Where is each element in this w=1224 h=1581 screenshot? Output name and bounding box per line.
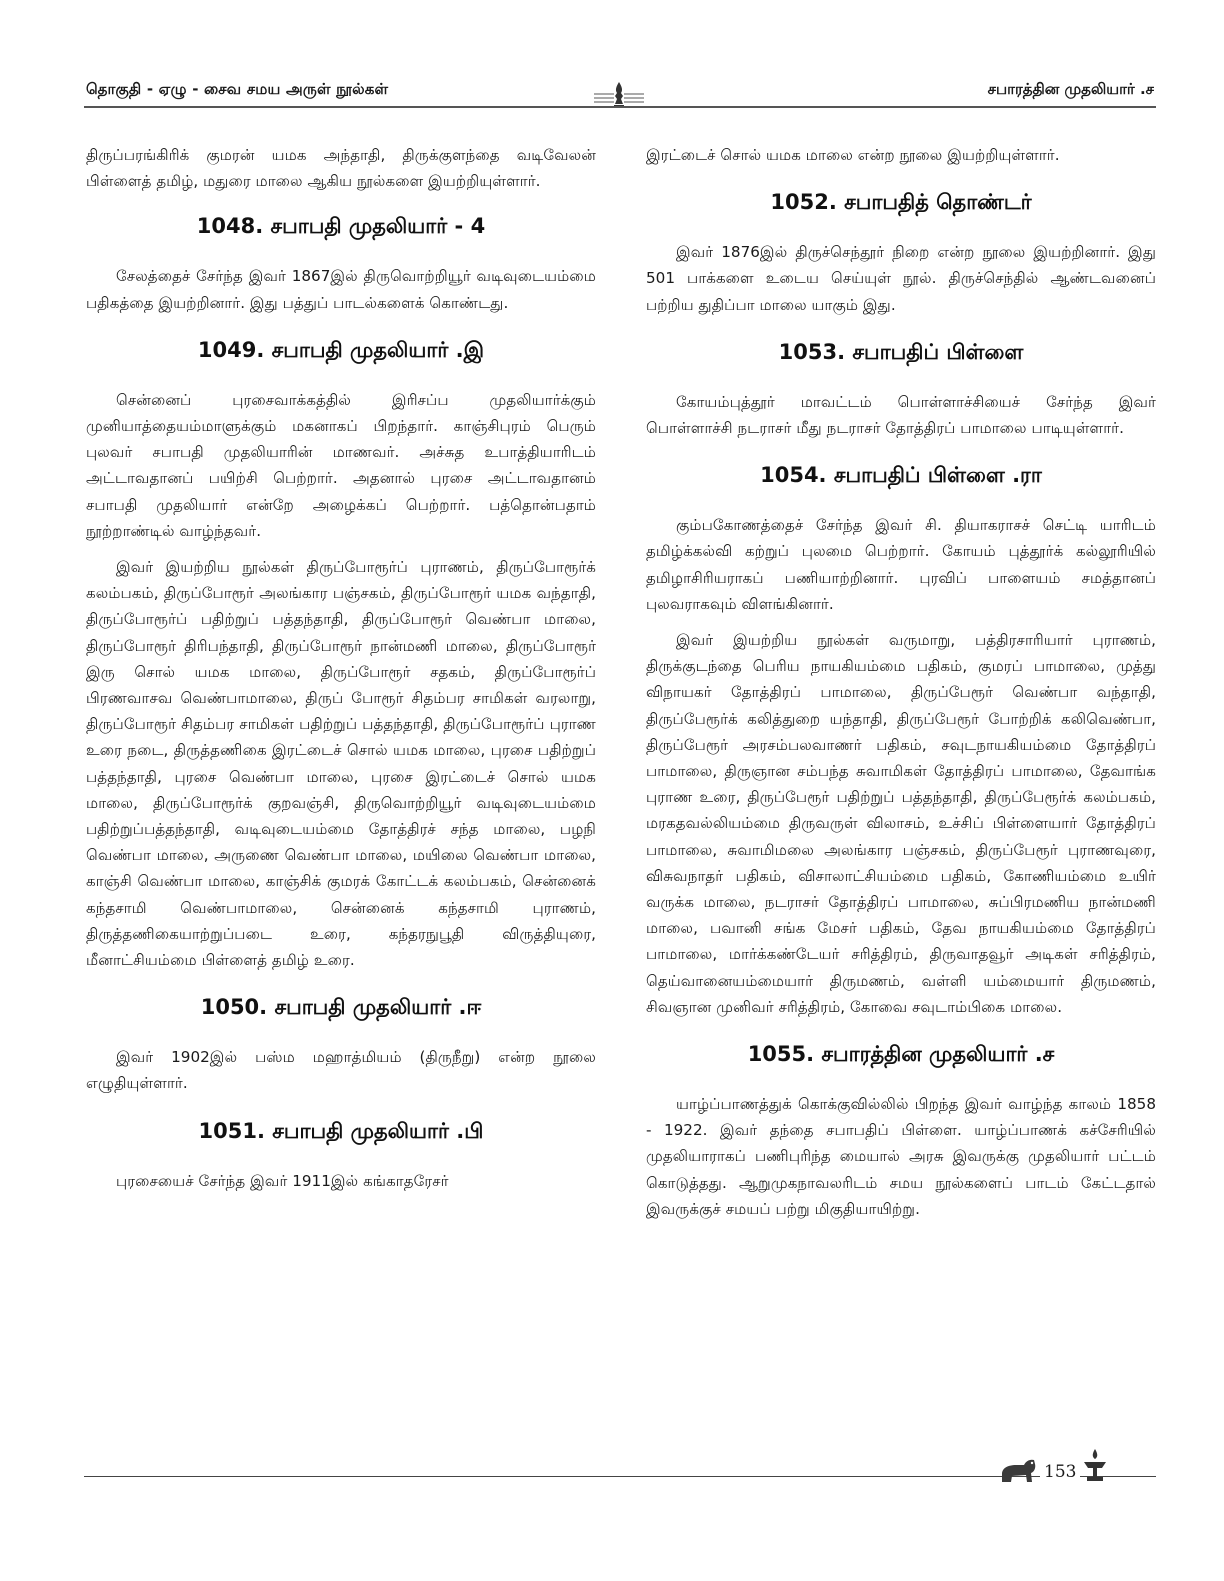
right-column xyxy=(646,142,1156,1232)
left-column xyxy=(86,142,596,1204)
entry-heading-1052: 1052. சபாபதித் தொண்டர் xyxy=(770,190,1032,215)
entry-paragraph-1051: புரசையைச் சேர்ந்த இவர் 1911இல் கங்காதரேசர் xyxy=(116,1171,449,1190)
entry-paragraph-1049-a: சென்னைப் புரசைவாக்கத்தில் இரிசப்ப முதலியார்க்கும் முனியாத்தையம்மாளுக்கும் மகனாகப் பிறந்தார். காஞ்சிபுரம் பெரும் புலவர் சபாபதி முதலியாரின் மாணவர். அச்சுத உபாத்தியாரிடம் அட்டாவதானப் பயிற்சி பெற்றார். அதனால் புரசை அட்டாவதானம் சபாபதி முதலியார் என்றே அழைக்கப் பெற்றார். பத்தொன்பதாம் நூற்றாண்டில் வாழ்ந்தவர். xyxy=(86,390,596,540)
entry-paragraph-1054-a: கும்பகோணத்தைச் சேர்ந்த இவர் சி. தியாகராசச் செட்டி யாரிடம் தமிழ்க்கல்வி கற்றுப் புலமை பெற்றார். கோயம் புத்தூர்க் கல்லூரியில் தமிழாசிரியராகப் பணியாற்றினார். புரவிப் பாளையம் சமத்தானப் புலவராகவும் விளங்கினார். xyxy=(646,516,1156,613)
entry-heading-1048: 1048. சபாபதி முதலியார் - 4 xyxy=(196,214,486,239)
page-number: 153 xyxy=(1040,1462,1080,1482)
entry-heading-1054: 1054. சபாபதிப் பிள்ளை .ரா xyxy=(760,463,1042,488)
running-header-entry: சபாரத்தின முதலியார் .ச xyxy=(987,80,1154,98)
nandi-bull-icon xyxy=(998,1456,1038,1484)
footer-divider xyxy=(84,1476,1156,1477)
entry-paragraph-1049-b: இவர் இயற்றிய நூல்கள் திருப்போரூர்ப் புராணம், திருப்போரூர்க் கலம்பகம், திருப்போரூர் அலங்கார பஞ்சகம், திருப்போரூர் யமக வந்தாதி, திருப்போரூர்ப் பதிற்றுப் பத்தந்தாதி, திருப்போரூர் வெண்பா மாலை, திருப்போரூர் திரிபந்தாதி, திருப்போரூர் நான்மணி மாலை, திருப்போரூர் இரு சொல் யமக மாலை, திருப்போரூர் சதகம், திருப்போரூர்ப் பிரணவாசவ வெண்பாமாலை, திருப் போரூர் சிதம்பர சாமிகள் வரலாறு, திருப்போரூர் சிதம்பர சாமிகள் பதிற்றுப் பத்தந்தாதி, திருப்போரூர்ப் புராண உரை நடை, திருத்தணிகை இரட்டைச் சொல் யமக மாலை, புரசை பதிற்றுப் பத்தந்தாதி, புரசை வெண்பா மாலை, புரசை இரட்டைச் சொல் யமக மாலை, திருப்போரூர்க் குறவஞ்சி, திருவொற்றியூர் வடிவுடையம்மை பதிற்றுப்பத்தந்தாதி, வடிவுடையம்மை தோத்திரச் சந்த மாலை, பழநி வெண்பா மாலை, அருணை வெண்பா மாலை, மயிலை வெண்பா மாலை, காஞ்சி வெண்பா மாலை, காஞ்சிக் குமரக் கோட்டக் கலம்பகம், சென்னைக் கந்தசாமி வெண்பாமாலை, சென்னைக் கந்தசாமி புராணம், திருத்தணிகையாற்றுப்படை உரை, கந்தரநுபூதி விருத்தியுரை, மீனாட்சியம்மை பிள்ளைத் தமிழ் உரை. xyxy=(86,558,596,970)
entry-paragraph-1050: இவர் 1902இல் பஸ்ம மஹாத்மியம் (திருநீறு) என்ற நூலை எழுதியுள்ளார். xyxy=(86,1048,596,1093)
entry-heading-1053: 1053. சபாபதிப் பிள்ளை xyxy=(778,339,1024,364)
running-header-volume: தொகுதி - ஏழு - சைவ சமய அருள் நூல்கள் xyxy=(86,80,389,98)
entry-paragraph-1054-b: இவர் இயற்றிய நூல்கள் வருமாறு, பத்திரசாரியார் புராணம், திருக்குடந்தை பெரிய நாயகியம்மை பதிகம், குமரப் பாமாலை, முத்து விநாயகர் தோத்திரப் பாமாலை, திருப்பேரூர் வெண்பா வந்தாதி, திருப்பேரூர்க் கலித்துறை யந்தாதி, திருப்பேரூர் போற்றிக் கலிவெண்பா, திருப்பேரூர் அரசம்பலவாணர் பதிகம், சவுடநாயகியம்மை தோத்திரப் பாமாலை, திருஞான சம்பந்த சுவாமிகள் தோத்திரப் பாமாலை, தேவாங்க புராண உரை, திருப்பேரூர் பதிற்றுப் பத்தந்தாதி, திருப்பேரூர்க் கலம்பகம், மரகதவல்லியம்மை திருவருள் விலாசம், உச்சிப் பிள்ளையார் தோத்திரப் பாமாலை, சுவாமிமலை அலங்கார பஞ்சகம், திருப்பேரூர் புராணவுரை, விசுவநாதர் பதிகம், விசாலாட்சியம்மை பதிகம், கோணியம்மை உயிர் வருக்க மாலை, நடராசர் தோத்திரப் பாமாலை, சுப்பிரமணிய நான்மணி மாலை, பவானி சங்க மேசர் பதிகம், தேவ நாயகியம்மை தோத்திரப் பாமாலை, மார்க்கண்டேயர் சரித்திரம், திருவாதவூர் அடிகள் சரித்திரம், தெய்வானையம்மையார் திருமணம், வள்ளி யம்மையார் திருமணம், சிவஞான முனிவர் சரித்திரம், கோவை சவுடாம்பிகை மாலை. xyxy=(646,631,1156,1016)
entry-paragraph-1055: யாழ்ப்பாணத்துக் கொக்குவில்லில் பிறந்த இவர் வாழ்ந்த காலம் 1858 - 1922. இவர் தந்தை சபாபதிப் பிள்ளை. யாழ்ப்பாணக் கச்சேரியில் முதலியாராகப் பணிபுரிந்த மையால் அரசு இவருக்கு முதலியார் பட்டம் கொடுத்தது. ஆறுமுகநாவலரிடம் சமய நூல்களைப் பாடம் கேட்டதால் இவருக்குச் சமயப் பற்று மிகுதியாயிற்று. xyxy=(646,1095,1156,1218)
entry-paragraph-1053: கோயம்புத்தூர் மாவட்டம் பொள்ளாச்சியைச் சேர்ந்த இவர் பொள்ளாச்சி நடராசர் மீது நடராசர் தோத்திரப் பாமாலை பாடியுள்ளார். xyxy=(646,392,1156,438)
paragraph-continuation: திருப்பரங்கிரிக் குமரன் யமக அந்தாதி, திருக்குளந்தை வடிவேலன் பிள்ளைத் தமிழ், மதுரை மாலை ஆகிய நூல்களை இயற்றியுள்ளார். xyxy=(86,146,596,191)
entry-heading-1051: 1051. சபாபதி முதலியார் .பி xyxy=(198,1118,484,1143)
paragraph-continuation: இரட்டைச் சொல் யமக மாலை என்ற நூலை இயற்றியுள்ளார். xyxy=(646,146,1060,164)
lamp-ornament-icon xyxy=(592,80,646,114)
oil-lamp-icon xyxy=(1078,1448,1112,1484)
header-divider xyxy=(84,106,1156,108)
entry-paragraph-1052: இவர் 1876இல் திருச்செந்தூர் நிறை என்ற நூலை இயற்றினார். இது 501 பாக்களை உடைய செய்யுள் நூல். திருச்செந்தில் ஆண்டவனைப் பற்றிய துதிப்பா மாலை யாகும் இது. xyxy=(646,243,1156,314)
entry-heading-1050: 1050. சபாபதி முதலியார் .ஈ xyxy=(200,995,482,1020)
entry-heading-1055: 1055. சபாரத்தின முதலியார் .ச xyxy=(747,1042,1055,1067)
entry-paragraph-1048: சேலத்தைச் சேர்ந்த இவர் 1867இல் திருவொற்றியூர் வடிவுடையம்மை பதிகத்தை இயற்றினார். இது பத்துப் பாடல்களைக் கொண்டது. xyxy=(86,267,596,312)
entry-heading-1049: 1049. சபாபதி முதலியார் .இ xyxy=(197,337,485,362)
